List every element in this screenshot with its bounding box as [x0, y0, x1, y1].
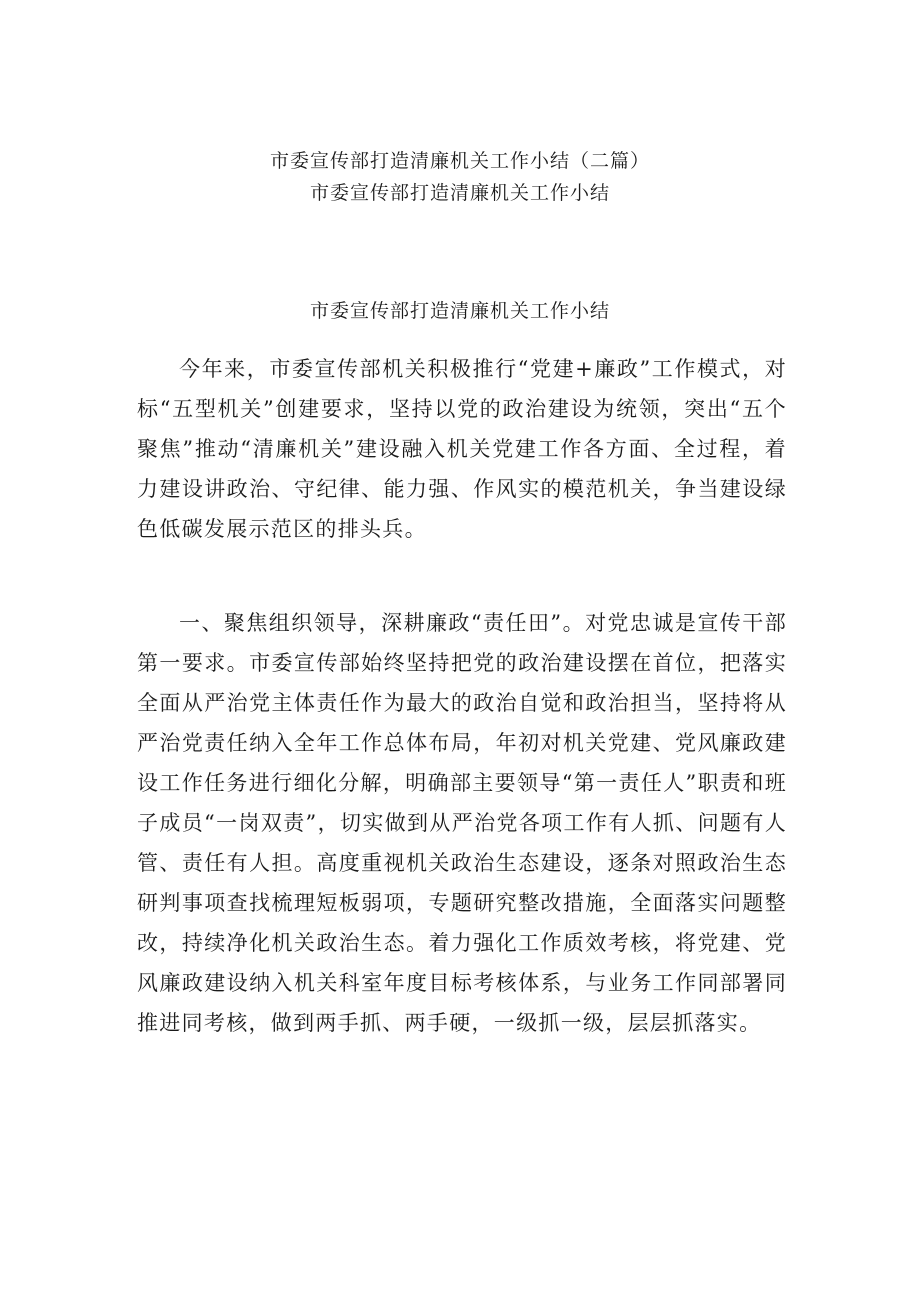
- body-paragraph: 一、聚焦组织领导，深耕廉政“责任田”。对党忠诚是宣传干部第一要求。市委宣传部始终坚持把党的政治建设摆在首位，把落实全面从严治党主体责任作为最大的政治自觉和政治担当，坚持将从严治党责任纳入全年工作总体布局，年初对机关党建、党风廉政建设工作任务进行细化分解，明确部主要领导“第一责任人”职责和班子成员“一岗双责”，切实做到从严治党各项工作有人抓、问题有人管、责任有人担。高度重视机关政治生态建设，逐条对照政治生态研判事项查找梳理短板弱项，专题研究整改措施，全面落实问题整改，持续净化机关政治生态。着力强化工作质效考核，将党建、党风廉政建设纳入机关科室年度目标考核体系，与业务工作同部署同推进同考核，做到两手抓、两手硬，一级抓一级，层层抓落实。: [137, 611, 787, 1035]
- document-title: 市委宣传部打造清廉机关工作小结（二篇）: [269, 150, 650, 172]
- section-heading: 市委宣传部打造清廉机关工作小结: [309, 300, 610, 322]
- document-subtitle: 市委宣传部打造清廉机关工作小结: [309, 182, 610, 204]
- body-paragraph: 今年来，市委宣传部机关积极推行“党建+廉政”工作模式，对标“五型机关”创建要求，坚持以党的政治建设为统领，突出“五个聚焦”推动“清廉机关”建设融入机关党建工作各方面、全过程，着力建设讲政治、守纪律、能力强、作风实的模范机关，争当建设绿色低碳发展示范区的排头兵。: [137, 357, 787, 541]
